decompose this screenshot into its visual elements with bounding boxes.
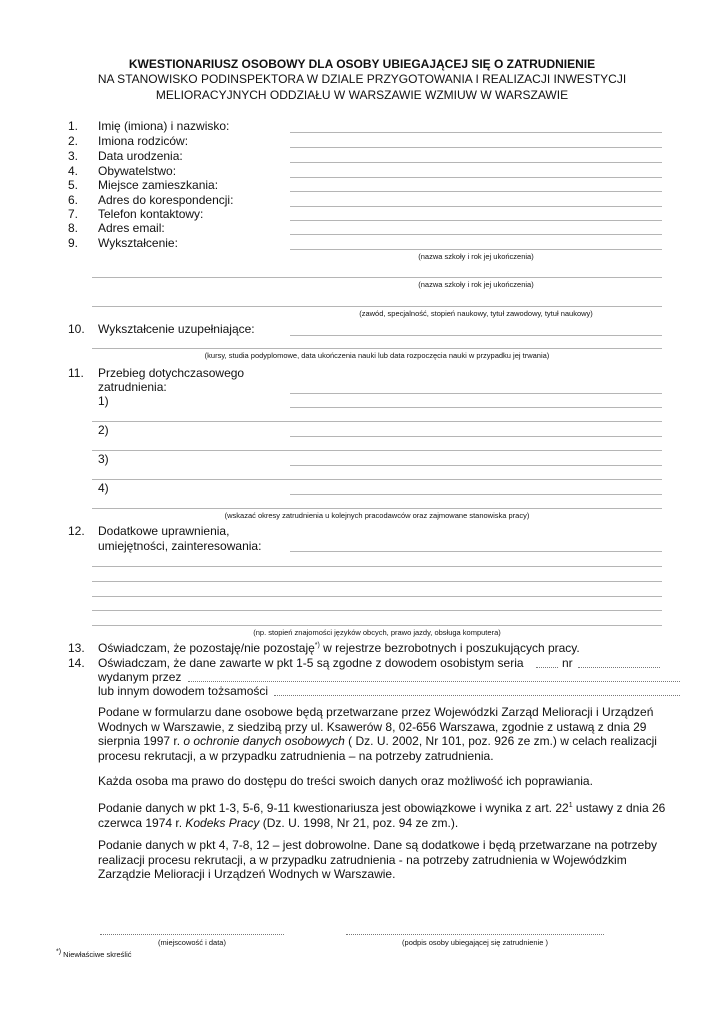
hint-additional-skills: (np. stopień znajomości języków obcych, prawo jazdy, obsługa komputera) — [253, 628, 501, 637]
field-employment-2b[interactable] — [92, 450, 662, 451]
label-applicant-signature: (podpis osoby ubiegającej się zatrudnienie ) — [402, 938, 548, 947]
label-citizenship: Obywatelstwo: — [98, 164, 177, 178]
item-number: 5. — [68, 178, 79, 192]
field-education-school-1[interactable] — [290, 249, 662, 250]
field-employment-2a[interactable] — [290, 436, 662, 437]
field-employment-4b[interactable] — [92, 508, 662, 509]
field-education-profession[interactable] — [92, 306, 662, 307]
label-education: Wykształcenie: — [98, 236, 178, 250]
field-other-id[interactable] — [274, 695, 680, 696]
item-number: 10. — [68, 322, 85, 336]
label-birth-date: Data urodzenia: — [98, 149, 183, 163]
employment-entry-label: 1) — [98, 394, 109, 408]
item-number: 4. — [68, 164, 79, 178]
field-residence[interactable] — [290, 191, 662, 192]
label-id-number: nr — [562, 656, 573, 670]
field-skills-4[interactable] — [92, 596, 662, 597]
hint-school-1: (nazwa szkoły i rok jej ukończenia) — [418, 252, 534, 261]
field-skills-3[interactable] — [92, 581, 662, 582]
employment-entry-label: 3) — [98, 452, 109, 466]
field-applicant-signature[interactable] — [346, 934, 604, 935]
item-number: 6. — [68, 193, 79, 207]
employment-entry-label: 2) — [98, 423, 109, 437]
form-subtitle-line-2: MELIORACYJNYCH ODDZIAŁU W WARSZAWIE WZMIUW W WARSZAWIE — [155, 88, 569, 102]
field-skills-2[interactable] — [92, 566, 662, 567]
field-id-number[interactable] — [578, 667, 660, 668]
label-issued-by: wydanym przez — [98, 670, 182, 684]
label-other-id: lub innym dowodem tożsamości — [98, 684, 269, 698]
field-id-series[interactable] — [536, 667, 558, 668]
item-number: 14. — [68, 656, 85, 670]
privacy-paragraph: Podane w formularzu dane osobowe będą przetwarzane przez Wojewódzki Zarząd Melioracji i Urządzeń Wodnych w Warszawie, z siedzibą przy ul. Ksawerów 8, 02-656 Warszawa, zgodnie z ustawą z dnia 29 sierpnia 1997 r. o ochronie danych osobowych ( Dz. U. 2002, Nr 101, poz. 926 ze zm.) w celach realizacji procesu rekrutacji, a w przypadku zatrudnienia – na potrzeby zatrudnienia. — [98, 705, 657, 763]
field-employment-1b[interactable] — [92, 421, 662, 422]
label-residence: Miejsce zamieszkania: — [98, 178, 219, 192]
access-rights-paragraph: Każda osoba ma prawo do dostępu do treści swoich danych oraz możliwość ich poprawiania. — [98, 774, 593, 788]
item-number: 3. — [68, 149, 79, 163]
form-subtitle-line-1: NA STANOWISKO PODINSPEKTORA W DZIALE PRZYGOTOWANIA I REALIZACJI INWESTYCJI — [97, 72, 627, 86]
item-number: 8. — [68, 221, 79, 235]
field-employment-3a[interactable] — [290, 465, 662, 466]
footnote: *) Niewłaściwe skreślić — [56, 948, 132, 959]
item-number: 13. — [68, 641, 85, 655]
field-employment-history-header[interactable] — [290, 393, 662, 394]
field-employment-1a[interactable] — [290, 407, 662, 408]
field-skills-6[interactable] — [92, 625, 662, 626]
item-number: 12. — [68, 524, 85, 538]
field-supplementary-education-1[interactable] — [290, 335, 662, 336]
voluntary-data-paragraph: Podanie danych w pkt 4, 7-8, 12 – jest dobrowolne. Dane są dodatkowe i będą przetwarzane na potrzeby realizacji procesu rekrutacji, a w przypadku zatrudnienia - na potrzeby zatrudnienia w Wojewódzkim Zarządzie Melioracji i Urządzeń Wodnych w Warszawie. — [98, 838, 658, 881]
field-education-school-2[interactable] — [92, 277, 662, 278]
item-number: 2. — [68, 134, 79, 148]
field-email[interactable] — [290, 234, 662, 235]
field-citizenship[interactable] — [290, 177, 662, 178]
field-birth-date[interactable] — [290, 162, 662, 163]
field-phone[interactable] — [290, 220, 662, 221]
footnote-mark: *) — [314, 642, 320, 649]
label-full-name: Imię (imiona) i nazwisko: — [98, 119, 230, 133]
field-supplementary-education-2[interactable] — [92, 348, 662, 349]
hint-employment-history: (wskazać okresy zatrudnienia u kolejnych pracodawców oraz zajmowane stanowiska pracy) — [224, 511, 530, 520]
form-title: KWESTIONARIUSZ OSOBOWY DLA OSOBY UBIEGAJĄCEJ SIĘ O ZATRUDNIENIE — [128, 57, 596, 71]
label-additional-skills-cont: umiejętności, zainteresowania: — [98, 539, 262, 553]
field-employment-3b[interactable] — [92, 479, 662, 480]
hint-school-2: (nazwa szkoły i rok jej ukończenia) — [418, 280, 534, 289]
field-skills-1[interactable] — [290, 551, 662, 552]
hint-profession: (zawód, specjalność, stopień naukowy, tytuł zawodowy, tytuł naukowy) — [359, 309, 593, 318]
label-supplementary-education: Wykształcenie uzupełniające: — [98, 322, 255, 336]
item-number: 9. — [68, 236, 79, 250]
mandatory-data-paragraph: Podanie danych w pkt 1-3, 5-6, 9-11 kwestionariusza jest obowiązkowe i wynika z art. $22^1$ ustawy z dnia 26 czerwca 1974 r. Kodeks Pracy (Dz. U. 1998, Nr 21, poz. 94 ze zm.). — [98, 801, 666, 830]
field-place-date[interactable] — [100, 934, 284, 935]
item-number: 11. — [68, 366, 84, 380]
field-skills-5[interactable] — [92, 610, 662, 611]
label-employment-history-cont: zatrudnienia: — [98, 380, 167, 394]
label-correspondence-address: Adres do korespondencji: — [98, 193, 234, 207]
statement-id-document: Oświadczam, że dane zawarte w pkt 1-5 są zgodne z dowodem osobistym seria — [98, 656, 524, 670]
employment-entry-label: 4) — [98, 481, 109, 495]
hint-supplementary-education: (kursy, studia podyplomowe, data ukończenia nauki lub data rozpoczęcia nauki w przypadku jej trwania) — [204, 351, 550, 360]
label-place-date: (miejscowość i data) — [158, 938, 226, 947]
statement-unemployment: Oświadczam, że pozostaję/nie pozostaję*) w rejestrze bezrobotnych i poszukujących pracy. — [98, 641, 580, 655]
field-employment-4a[interactable] — [290, 494, 662, 495]
label-email: Adres email: — [98, 221, 165, 235]
label-phone: Telefon kontaktowy: — [98, 207, 204, 221]
item-number: 7. — [68, 207, 79, 221]
label-employment-history: Przebieg dotychczasowego — [98, 366, 245, 380]
field-issued-by[interactable] — [188, 681, 680, 682]
field-correspondence-address[interactable] — [290, 206, 662, 207]
label-parents-names: Imiona rodziców: — [98, 134, 189, 148]
field-full-name[interactable] — [290, 132, 662, 133]
field-parents-names[interactable] — [290, 147, 662, 148]
item-number: 1. — [68, 119, 79, 133]
label-additional-skills: Dodatkowe uprawnienia, — [98, 524, 230, 538]
